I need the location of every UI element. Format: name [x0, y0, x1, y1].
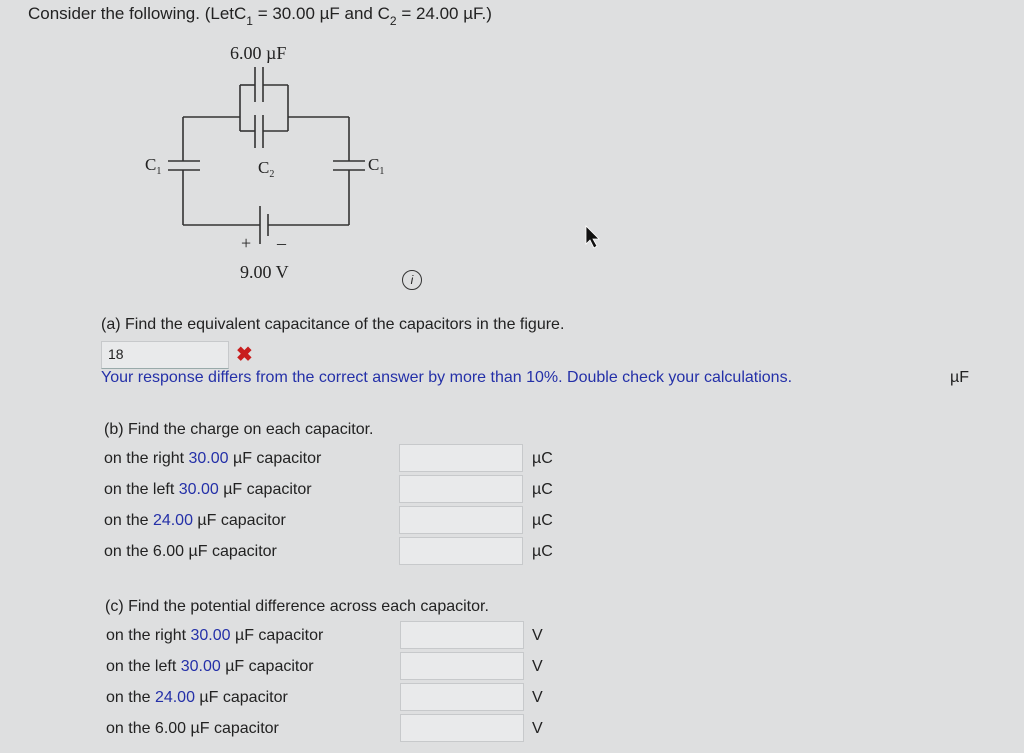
c2-label: $C_2$ [258, 158, 275, 180]
c1-right-label: $C_1$ [368, 155, 385, 177]
part-a-unit: µF [950, 369, 969, 386]
part-b-row-label: on the 24.00 µF capacitor [104, 512, 286, 529]
part-c-unit: V [532, 658, 543, 675]
part-c-input-left-30[interactable] [400, 652, 524, 680]
part-c-input-24[interactable] [400, 683, 524, 711]
part-b-row-label: on the left 30.00 µF capacitor [104, 481, 312, 498]
info-icon[interactable]: i [402, 270, 422, 290]
battery-plus: + [241, 233, 252, 253]
part-a-answer-input[interactable]: 18 [101, 341, 229, 369]
top-capacitor-label: 6.00 µF [230, 43, 287, 63]
part-c-prompt: (c) Find the potential difference across each capacitor. [105, 598, 489, 615]
part-a-feedback: Your response differs from the correct answer by more than 10%. Double check your calculations. [101, 369, 793, 386]
part-c-row-label: on the left 30.00 µF capacitor [106, 658, 314, 675]
part-c-input-6[interactable] [400, 714, 524, 742]
part-c-unit: V [532, 627, 543, 644]
battery-minus: – [277, 233, 286, 253]
part-b-prompt: (b) Find the charge on each capacitor. [104, 421, 374, 438]
part-b-unit: µC [532, 481, 553, 498]
part-c-unit: V [532, 689, 543, 706]
part-a-prompt: (a) Find the equivalent capacitance of the capacitors in the figure. [101, 316, 565, 333]
part-b-input-6[interactable] [399, 537, 523, 565]
part-b-input-right-30[interactable] [399, 444, 523, 472]
part-b-unit: µC [532, 450, 553, 467]
battery-voltage-label: 9.00 V [240, 262, 289, 282]
part-c-row-label: on the right 30.00 µF capacitor [106, 627, 324, 644]
incorrect-mark-icon: ✖ [236, 344, 253, 366]
part-b-row-label: on the 6.00 µF capacitor [104, 543, 277, 560]
part-b-unit: µC [532, 512, 553, 529]
part-c-unit: V [532, 720, 543, 737]
c1-left-label: $C_1$ [145, 155, 162, 177]
part-b-unit: µC [532, 543, 553, 560]
part-c-row-label: on the 6.00 µF capacitor [106, 720, 279, 737]
part-b-input-left-30[interactable] [399, 475, 523, 503]
part-c-input-right-30[interactable] [400, 621, 524, 649]
part-b-row-label: on the right 30.00 µF capacitor [104, 450, 322, 467]
question-header: Consider the following. (LetC$_1$ = 30.00 µF and $C_2 = 24.00$ µF.) [28, 4, 492, 28]
part-c-row-label: on the 24.00 µF capacitor [106, 689, 288, 706]
part-b-input-24[interactable] [399, 506, 523, 534]
